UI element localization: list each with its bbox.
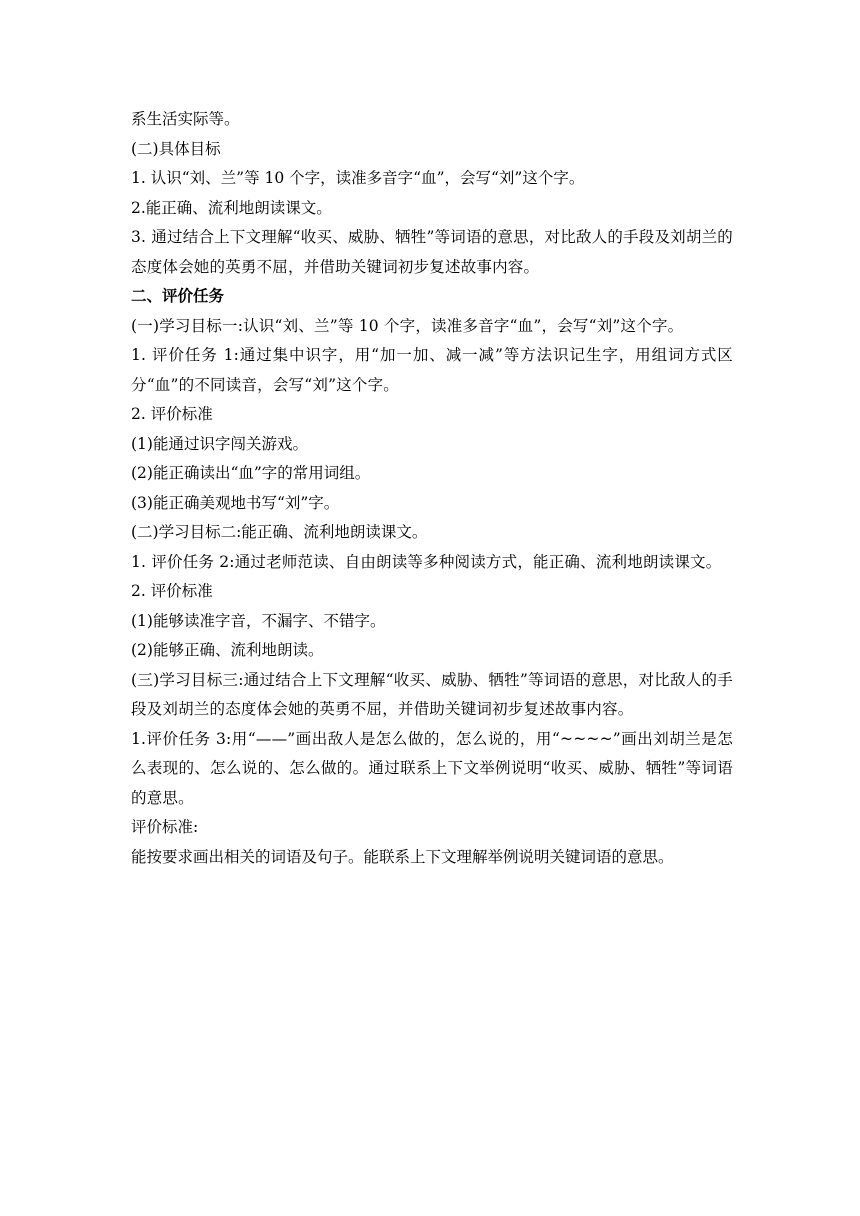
text-line: 能按要求画出相关的词语及句子。能联系上下文理解举例说明关键词语的意思。 — [131, 847, 674, 866]
text-paragraph: 1.评价任务 3:用“——”画出敌人是怎么做的，怎么说的，用“~~~~”画出刘胡兰是怎么表现的、怎么说的、怎么做的。通过联系上下文举例说明“收买、威胁、牺牲”等词语的意思。 — [131, 729, 733, 807]
text-line: 系生活实际等。 — [131, 110, 240, 128]
text-line: 2.能正确、流利地朗读课文。 — [131, 198, 332, 217]
text-line: (3)能正确美观地书写“刘”字。 — [131, 493, 340, 512]
text-line: (1)能够读准字音，不漏字、不错字。 — [131, 611, 386, 630]
text-line: (2)能够正确、流利地朗读。 — [131, 641, 324, 659]
text-line: (2)能正确读出“血”字的常用词组。 — [131, 464, 371, 482]
text-line: 1. 认识“刘、兰”等 10 个字，读准多音字“血”，会写“刘”这个字。 — [131, 169, 585, 187]
section-subheading: (二)具体目标 — [131, 139, 221, 158]
text-paragraph: 1. 评价任务 2:通过老师范读、自由朗读等多种阅读方式，能正确、流利地朗读课文。 — [131, 552, 722, 571]
text-paragraph: (三)学习目标三:通过结合上下文理解“收买、威胁、牺牲”等词语的意思，对比敌人的手段及刘胡兰的态度体会她的英勇不屈，并借助关键词初步复述故事内容。 — [131, 670, 733, 718]
text-line: 2. 评价标准 — [131, 582, 213, 600]
text-paragraph: (一)学习目标一:认识“刘、兰”等 10 个字，读准多音字“血”，会写“刘”这个字。 — [131, 316, 684, 335]
document-body — [131, 105, 733, 872]
section-heading: 二、评价任务 — [131, 287, 225, 305]
text-line: 评价标准: — [131, 818, 199, 836]
section-subheading: (二)学习目标二:能正确、流利地朗读课文。 — [131, 523, 428, 541]
text-paragraph: 3. 通过结合上下文理解“收买、威胁、牺牲”等词语的意思，对比敌人的手段及刘胡兰的态度体会她的英勇不屈，并借助关键词初步复述故事内容。 — [131, 228, 733, 276]
text-line: (1)能通过识字闯关游戏。 — [131, 434, 308, 453]
text-line: 2. 评价标准 — [131, 405, 213, 423]
text-paragraph: 1. 评价任务 1:通过集中识字，用“加一加、减一减”等方法识记生字，用组词方式区分“血”的不同读音，会写“刘”这个字。 — [131, 346, 733, 394]
